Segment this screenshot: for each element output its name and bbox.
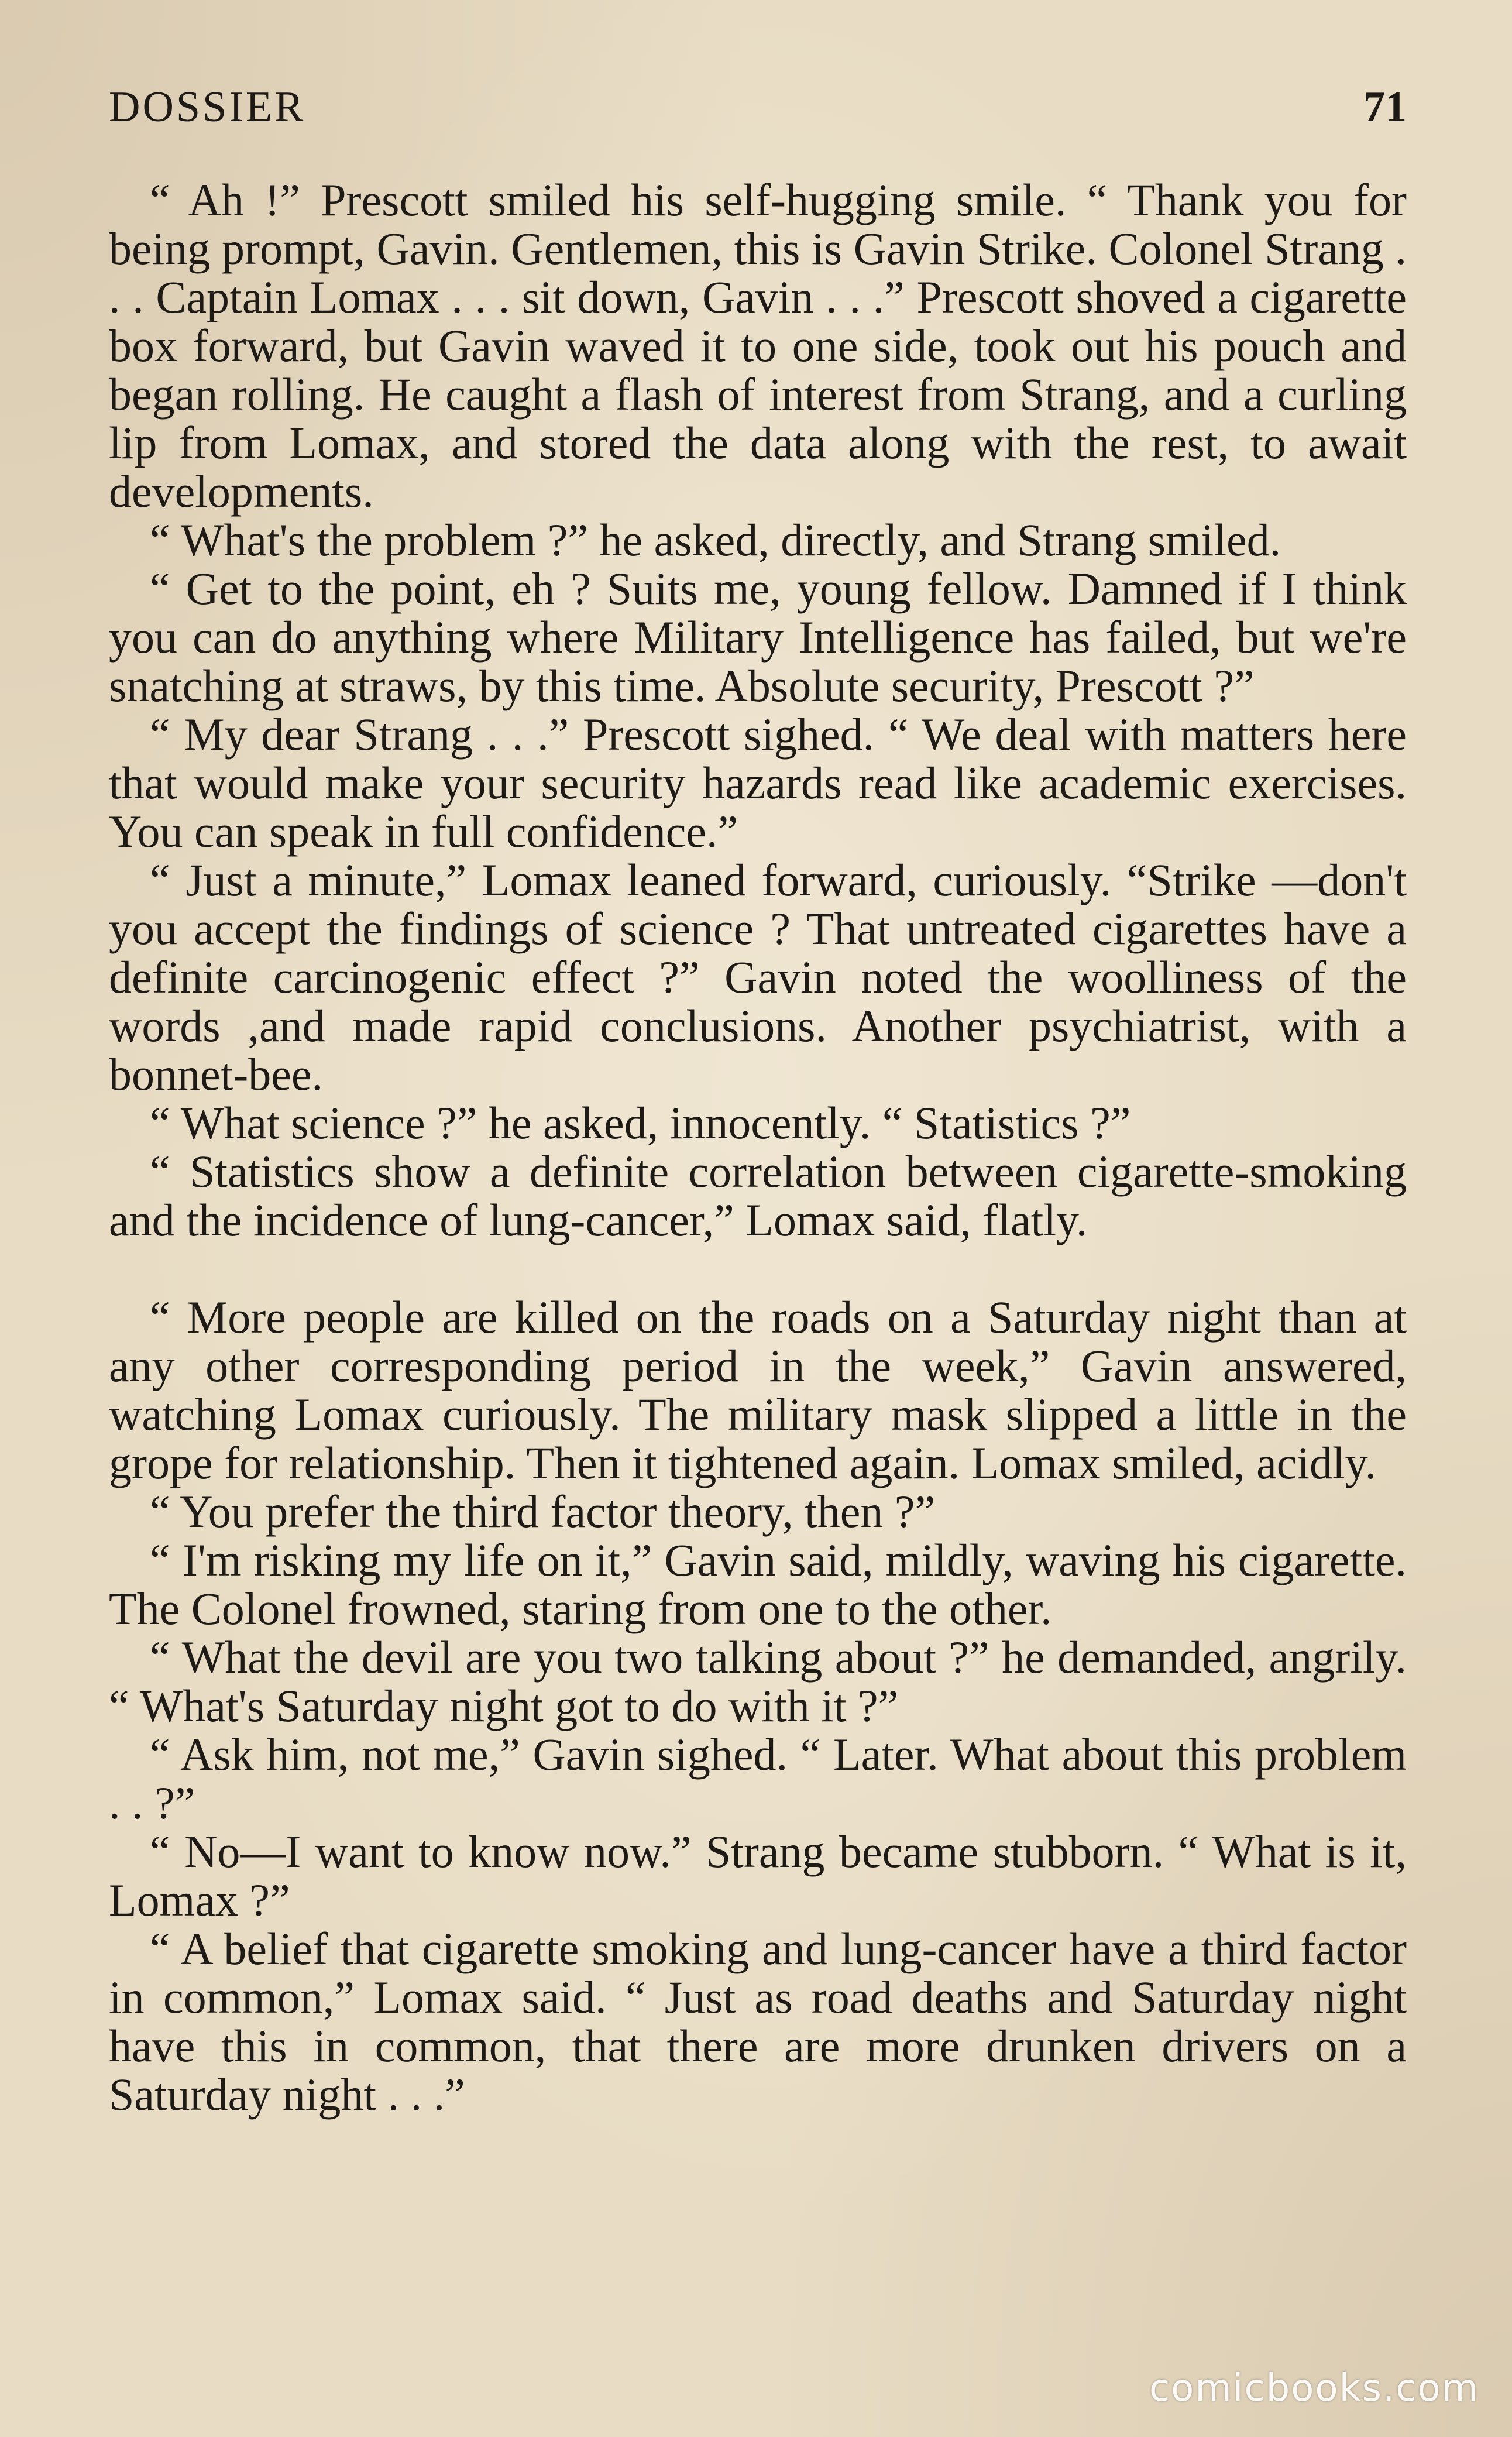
paragraph: “ Get to the point, eh ? Suits me, young fellow. Damned if I think you can do anything where Military Intelligence has failed, but we're snatching at straws, by this time. Absolute security, Prescott ?” bbox=[109, 563, 1407, 711]
paragraph: “ You prefer the third factor theory, then ?” bbox=[150, 1486, 936, 1537]
paragraph: “ Just a minute,” Lomax leaned forward, curiously. “Strike —don't you accept the findings of science ? That untreated cigarettes have a definite carcinogenic effect ?” Gavin noted the woolliness of the words ,and made rapid conclusions. Another psychiatrist, with a bonnet-bee. bbox=[109, 854, 1407, 1100]
paragraph: “ Statistics show a definite correlation between cigarette-smoking and the incidence of lung-cancer,” Lomax said, flatly. bbox=[109, 1146, 1407, 1245]
paragraph: “ More people are killed on the roads on a Saturday night than at any other corresponding period in the week,” Gavin answered, watching Lomax curiously. The military mask slipped a little in the grope for relationship. Then it tightened again. Lomax smiled, acidly. bbox=[109, 1292, 1407, 1488]
paragraph: “ My dear Strang . . .” Prescott sighed. “ We deal with matters here that would make your security hazards read like academic exercises. You can speak in full confidence.” bbox=[109, 709, 1407, 857]
paragraph: “ What science ?” he asked, innocently. “ Statistics ?” bbox=[150, 1097, 1131, 1148]
paragraph: “ Ah !” Prescott smiled his self-hugging smile. “ Thank you for being prompt, Gavin. Gentlemen, this is Gavin Strike. Colonel Strang . . . Captain Lomax . . . sit down, Gavin . . .” Prescott shoved a cigarette box forward, but Gavin waved it to one side, took out his pouch and began rolling. He caught a flash of interest from Strang, and a curling lip from Lomax, and stored the data along with the rest, to await developments. bbox=[109, 174, 1407, 517]
watermark: comicbooks.com bbox=[1149, 2367, 1479, 2410]
page-number: 71 bbox=[1363, 83, 1407, 131]
paragraph: “ A belief that cigarette smoking and lung-cancer have a third factor in common,” Lomax said. “ Just as road deaths and Saturday night have this in common, that there are more drunken drivers on a Saturday night . . .” bbox=[109, 1923, 1407, 2120]
paragraph: “ No—I want to know now.” Strang became stubborn. “ What is it, Lomax ?” bbox=[109, 1826, 1407, 1925]
page-header bbox=[109, 75, 1407, 139]
paragraph: “ Ask him, not me,” Gavin sighed. “ Later. What about this problem . . ?” bbox=[109, 1729, 1407, 1828]
body-text bbox=[109, 176, 1407, 2119]
paragraph: “ I'm risking my life on it,” Gavin said, mildly, waving his cigarette. The Colonel frowned, staring from one to the other. bbox=[109, 1535, 1407, 1634]
paragraph: “ What's the problem ?” he asked, directly, and Strang smiled. bbox=[150, 514, 1281, 565]
paragraph: “ What the devil are you two talking about ?” he demanded, angrily. “ What's Saturday night got to do with it ?” bbox=[109, 1632, 1407, 1731]
running-head: DOSSIER bbox=[109, 83, 306, 131]
